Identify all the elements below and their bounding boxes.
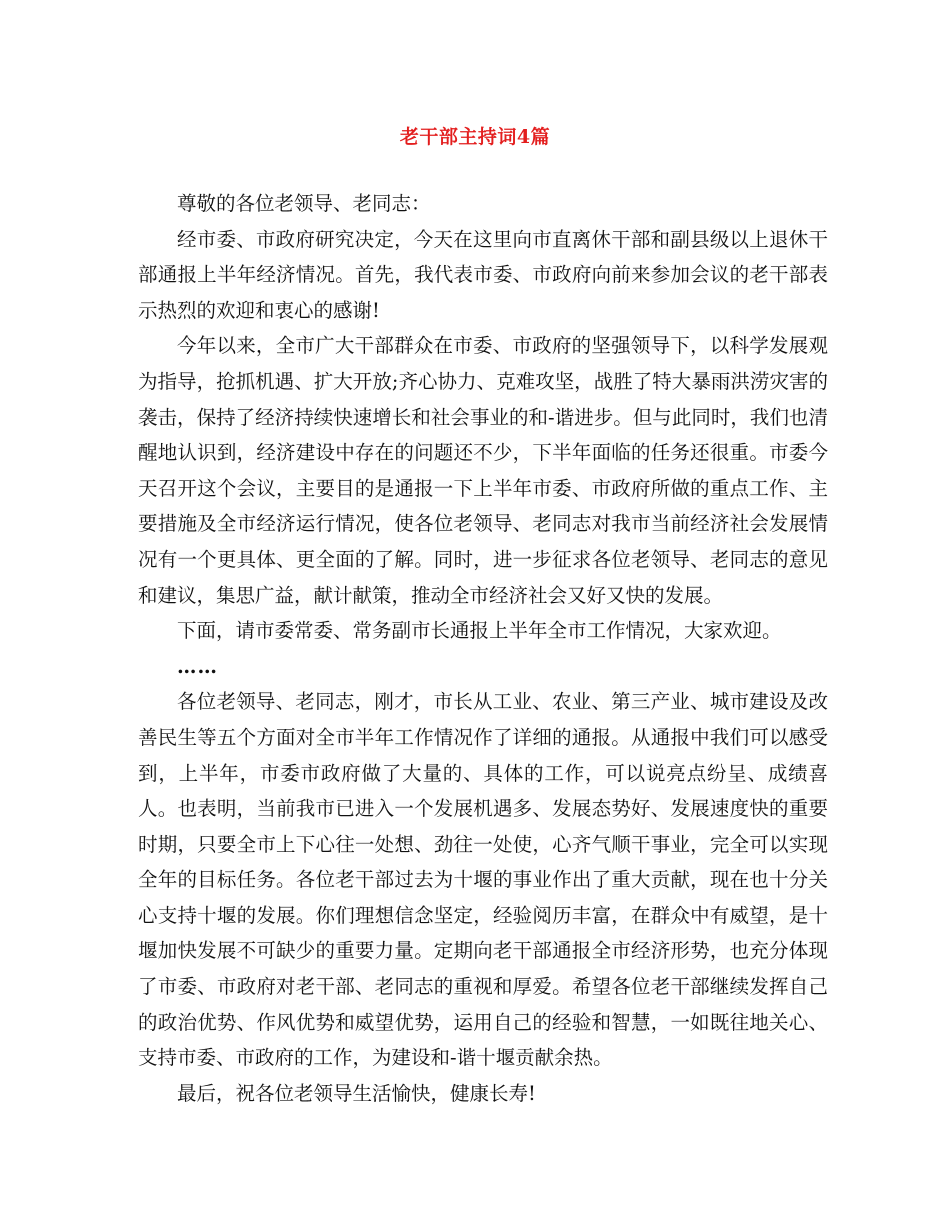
salutation-paragraph: 尊敬的各位老领导、老同志： xyxy=(177,192,431,215)
summary-paragraph: 各位老领导、老同志，刚才，市长从工业、农业、第三产业、城市建设及改善民生等五个方面对全市半年工作情况作了详细的通报。从通报中我们可以感受到，上半年，市委市政府做了大量的、具体的工作，可以说亮点纷呈、成绩喜人。也表明，当前我市已进入一个发展机遇多、发展态势好、发展速度快的重要时期，只要全市上下心往一处想、劲往一处使，心齐气顺干事业，完全可以实现全年的目标任务。各位老干部过去为十堰的事业作出了重大贡献，现在也十分关心支持十堰的发展。你们理想信念坚定，经验阅历丰富，在群众中有威望，是十堰加快发展不可缺少的重要力量。定期向老干部通报全市经济形势，也充分体现了市委、市政府对老干部、老同志的重视和厚爱。希望各位老干部继续发挥自己的政治优势、作风优势和威望优势，运用自己的经验和智慧，一如既往地关心、支持市委、市政府的工作，为建设和-谐十堰贡献余热。 xyxy=(138,690,828,1070)
document-body xyxy=(138,186,828,1111)
closing-paragraph: 最后，祝各位老领导生活愉快，健康长寿! xyxy=(177,1081,536,1105)
ellipsis-paragraph: …… xyxy=(177,654,218,678)
review-paragraph: 今年以来，全市广大干部群众在市委、市政府的坚强领导下，以科学发展观为指导，抢抓机遇、扩大开放;齐心协力、克难攻坚，战胜了特大暴雨洪涝灾害的袭击，保持了经济持续快速增长和社会事业的和-谐进步。但与此同时，我们也清醒地认识到，经济建设中存在的问题还不少，下半年面临的任务还很重。市委今天召开这个会议，主要目的是通报一下上半年市委、市政府所做的重点工作、主要措施及全市经济运行情况，使各位老领导、老同志对我市当前经济社会发展情况有一个更具体、更全面的了解。同时，进一步征求各位老领导、老同志的意见和建议，集思广益，献计献策，推动全市经济社会又好又快的发展。 xyxy=(138,334,828,607)
introduction-paragraph: 下面，请市委常委、常务副市长通报上半年全市工作情况，大家欢迎。 xyxy=(177,619,782,643)
opening-paragraph: 经市委、市政府研究决定，今天在这里向市直离休干部和副县级以上退休干部通报上半年经济情况。首先，我代表市委、市政府向前来参加会议的老干部表示热烈的欢迎和衷心的感谢! xyxy=(138,227,828,322)
document-title: 老干部主持词4篇 xyxy=(399,126,551,148)
